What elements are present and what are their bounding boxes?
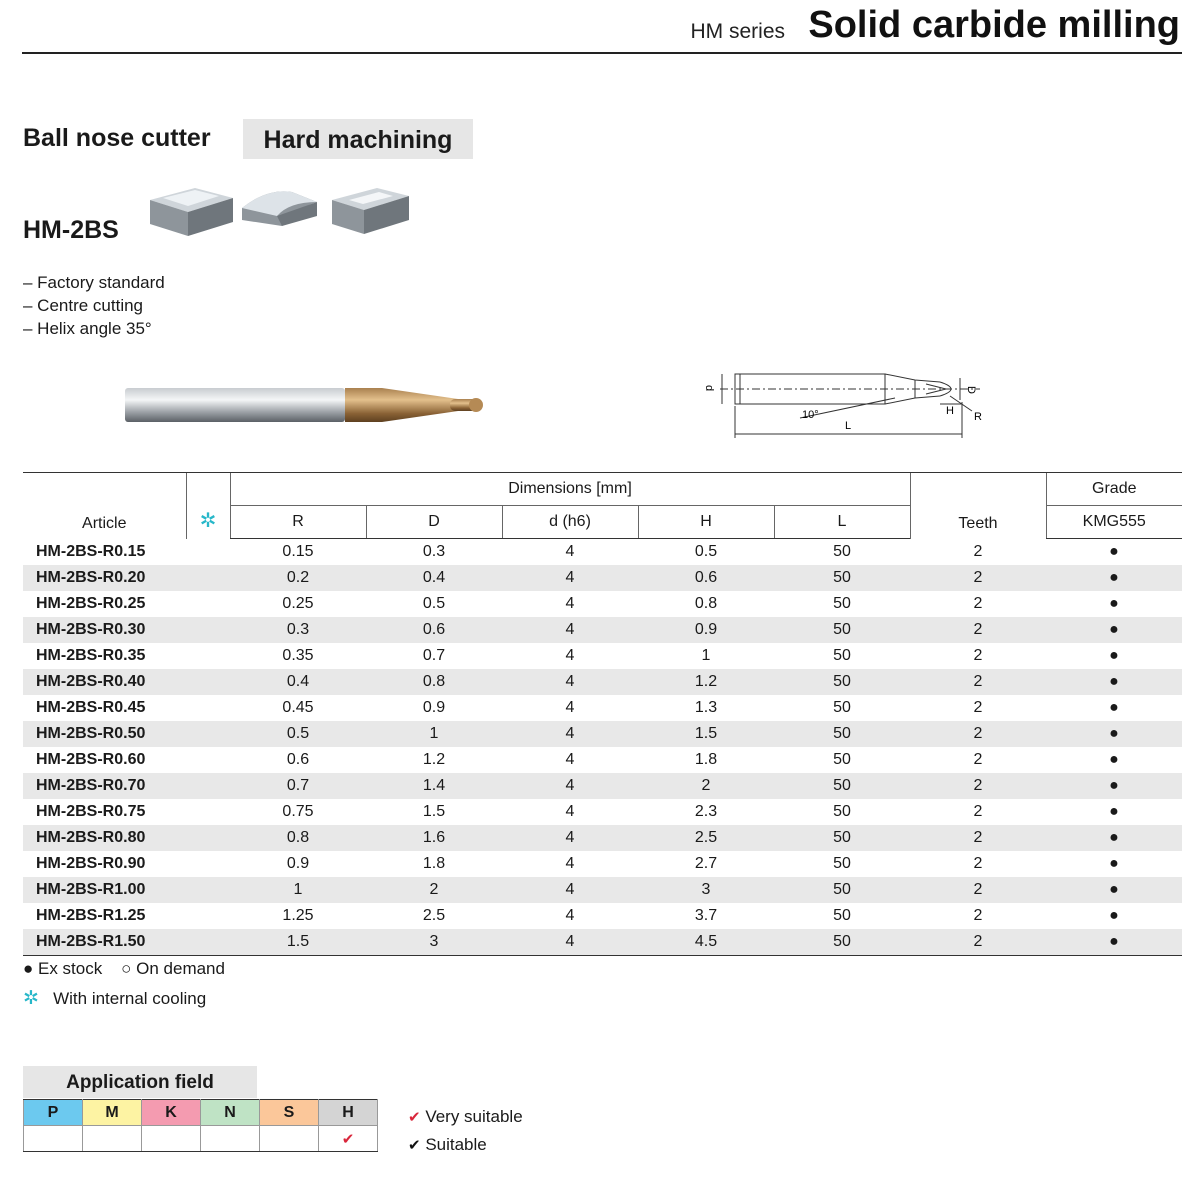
cell-grade: ● <box>1046 669 1182 695</box>
tool-dimension-drawing <box>700 356 1000 441</box>
material-suitability-s <box>260 1126 319 1152</box>
cell-r: 0.75 <box>282 803 314 820</box>
table-row <box>23 929 1182 956</box>
cell-article: HM-2BS-R0.30 <box>23 617 186 643</box>
legend-on-demand: ○ On demand <box>121 959 225 978</box>
cell-r: 1 <box>230 877 366 903</box>
cell-l: 50 <box>774 721 910 747</box>
cell-grade: ● <box>1046 929 1182 956</box>
stock-legend <box>23 959 225 979</box>
cell-d: 1 <box>366 721 502 747</box>
table-row <box>23 591 1182 617</box>
cell-teeth: 2 <box>973 699 983 716</box>
cell-d: 4 <box>502 617 638 643</box>
cell-article: HM-2BS-R0.25 <box>36 595 146 612</box>
cell-d: 1.5 <box>422 803 446 820</box>
table-row <box>23 903 1182 929</box>
cell-article: HM-2BS-R0.15 <box>36 542 146 560</box>
tool-photo <box>120 380 490 430</box>
cell-r: 0.2 <box>230 565 366 591</box>
cell-d: 1.2 <box>422 751 446 768</box>
specification-table <box>23 472 1182 956</box>
table-row <box>23 747 1182 773</box>
material-suitability-p <box>24 1126 83 1152</box>
cell-h: 3.7 <box>694 907 718 924</box>
table-row <box>23 799 1182 825</box>
cell-h: 0.5 <box>694 543 718 560</box>
very-suitable-check-icon: ✔ <box>408 1109 421 1126</box>
cell-teeth: 2 <box>973 803 983 820</box>
cell-r: 0.4 <box>230 669 366 695</box>
cell-d: 0.8 <box>366 669 502 695</box>
material-suitability-h: ✔ <box>319 1126 378 1152</box>
suitable-label: Suitable <box>425 1135 487 1154</box>
machining-badge: Hard machining <box>243 119 473 159</box>
cell-d: 0.7 <box>422 647 446 664</box>
cell-cooling <box>186 565 230 591</box>
cooling-icon: ✲ <box>186 473 230 539</box>
cell-cooling <box>186 539 230 566</box>
col-header-r: R <box>230 506 366 539</box>
cell-article: HM-2BS-R0.75 <box>36 803 146 820</box>
cell-r: 0.6 <box>286 751 310 768</box>
cell-grade: ● <box>1046 617 1182 643</box>
material-suitability-k <box>142 1126 201 1152</box>
cell-h: 0.9 <box>638 617 774 643</box>
application-field-table <box>23 1099 378 1152</box>
drawing-label-H: H <box>946 405 954 417</box>
table-row <box>23 851 1182 877</box>
cell-r: 0.15 <box>282 543 314 560</box>
cell-grade: ● <box>1046 721 1182 747</box>
feature-item: – Centre cutting <box>23 296 144 315</box>
workpiece-shapes-icon <box>145 180 415 240</box>
cell-article: HM-2BS-R0.20 <box>23 565 186 591</box>
material-s: S <box>260 1100 319 1126</box>
cell-grade: ● <box>1046 773 1182 799</box>
table-row <box>23 695 1182 721</box>
pocket-shape-icon <box>332 188 409 234</box>
drawing-label-d: d <box>703 385 715 392</box>
cell-grade: ● <box>1109 647 1119 664</box>
cell-d: 2.5 <box>422 907 446 924</box>
legend-ex-stock: ● Ex stock <box>23 959 103 978</box>
cell-h: 0.6 <box>638 565 774 591</box>
cell-l: 50 <box>774 565 910 591</box>
cell-grade: ● <box>1046 825 1182 851</box>
cell-r: 0.7 <box>230 773 366 799</box>
table-row <box>23 617 1182 643</box>
cell-cooling <box>186 695 230 721</box>
material-m: M <box>83 1100 142 1126</box>
cell-cooling <box>186 877 230 903</box>
cell-h: 1.3 <box>694 699 718 716</box>
cell-teeth: 2 <box>973 855 983 872</box>
cell-teeth: 2 <box>910 877 1046 903</box>
cell-grade: ● <box>1109 543 1119 560</box>
page-title: Solid carbide milling <box>808 4 1180 46</box>
cell-l: 50 <box>833 855 851 872</box>
cell-d: 1.8 <box>422 855 446 872</box>
cell-d: 0.6 <box>366 617 502 643</box>
cell-d: 4 <box>502 877 638 903</box>
cell-d: 2 <box>366 877 502 903</box>
col-header-article: Article <box>23 473 186 539</box>
material-n: N <box>201 1100 260 1126</box>
cell-teeth: 2 <box>910 565 1046 591</box>
col-header-h: H <box>638 506 774 539</box>
cell-d: 4 <box>565 855 575 872</box>
product-code: HM-2BS <box>23 216 119 244</box>
cell-grade: ● <box>1109 751 1119 768</box>
cell-l: 50 <box>833 907 851 924</box>
cell-d: 4 <box>502 721 638 747</box>
cell-teeth: 2 <box>910 825 1046 851</box>
cell-cooling <box>186 643 230 669</box>
cell-l: 50 <box>833 803 851 820</box>
drawing-label-L: L <box>845 420 852 432</box>
table-row <box>23 565 1182 591</box>
cell-article: HM-2BS-R0.45 <box>36 699 146 716</box>
cooling-legend-text: With internal cooling <box>53 989 207 1008</box>
material-suitability-m <box>83 1126 142 1152</box>
cell-h: 1.5 <box>638 721 774 747</box>
cell-cooling <box>186 669 230 695</box>
cell-d: 4 <box>502 565 638 591</box>
very-suitable-label: Very suitable <box>425 1107 523 1126</box>
cell-article: HM-2BS-R0.35 <box>36 647 146 664</box>
cell-grade: ● <box>1109 595 1119 612</box>
cell-h: 3 <box>638 877 774 903</box>
cell-teeth: 2 <box>910 721 1046 747</box>
cell-l: 50 <box>774 617 910 643</box>
drawing-label-D: D <box>965 386 977 394</box>
cell-teeth: 2 <box>910 773 1046 799</box>
table-row <box>23 669 1182 695</box>
cell-d: 0.5 <box>422 595 446 612</box>
cell-teeth: 2 <box>910 617 1046 643</box>
cell-grade: ● <box>1109 907 1119 924</box>
cell-cooling <box>186 903 230 929</box>
col-header-grade: KMG555 <box>1046 506 1182 539</box>
cell-d: 4 <box>565 751 575 768</box>
cell-cooling <box>186 721 230 747</box>
cell-grade: ● <box>1109 803 1119 820</box>
cell-teeth: 2 <box>973 542 983 560</box>
cell-l: 50 <box>774 669 910 695</box>
col-header-teeth: Teeth <box>910 473 1046 539</box>
cell-l: 50 <box>774 773 910 799</box>
cell-d: 4 <box>565 647 575 664</box>
material-suitability-n <box>201 1126 260 1152</box>
cell-r: 0.5 <box>230 721 366 747</box>
cell-article: HM-2BS-R1.25 <box>36 907 146 924</box>
slot-shape-icon <box>150 188 233 236</box>
series-label: HM series <box>690 20 785 43</box>
cell-r: 0.9 <box>286 855 310 872</box>
cell-article: HM-2BS-R0.40 <box>23 669 186 695</box>
cell-d: 0.3 <box>422 543 446 560</box>
drawing-label-R: R <box>974 411 982 423</box>
cell-h: 2.5 <box>638 825 774 851</box>
material-h: H <box>319 1100 378 1126</box>
header-divider <box>22 52 1182 54</box>
application-field-title: Application field <box>23 1066 257 1098</box>
cell-d: 0.9 <box>422 699 446 716</box>
dimensions-group-header: Dimensions [mm] <box>230 473 910 506</box>
cell-cooling <box>186 591 230 617</box>
cell-d: 4 <box>502 773 638 799</box>
cell-l: 50 <box>833 595 851 612</box>
col-header-d-outer: D <box>366 506 502 539</box>
cell-d: 4 <box>565 595 575 612</box>
cell-h: 2 <box>638 773 774 799</box>
cell-article: HM-2BS-R0.60 <box>36 751 146 768</box>
cell-l: 50 <box>774 877 910 903</box>
cell-d: 1.4 <box>366 773 502 799</box>
cell-teeth: 2 <box>973 751 983 768</box>
cell-d: 4 <box>565 803 575 820</box>
cell-h: 1 <box>701 647 711 664</box>
profile-shape-icon <box>242 191 317 226</box>
table-row <box>23 643 1182 669</box>
cell-h: 1.2 <box>638 669 774 695</box>
cell-l: 50 <box>774 825 910 851</box>
cell-h: 1.8 <box>694 751 718 768</box>
cell-r: 0.45 <box>282 699 314 716</box>
cooling-legend-icon: ✲ <box>23 988 39 1009</box>
cell-cooling <box>186 929 230 956</box>
cell-d: 4 <box>502 669 638 695</box>
cell-cooling <box>186 799 230 825</box>
cell-article: HM-2BS-R0.90 <box>36 855 146 872</box>
cell-article: HM-2BS-R0.80 <box>23 825 186 851</box>
cell-grade: ● <box>1046 565 1182 591</box>
cell-article: HM-2BS-R1.00 <box>23 877 186 903</box>
cell-d: 4 <box>502 825 638 851</box>
cell-cooling <box>186 851 230 877</box>
cell-r: 0.35 <box>282 647 314 664</box>
cell-d: 0.4 <box>366 565 502 591</box>
cell-grade: ● <box>1109 699 1119 716</box>
feature-item: – Factory standard <box>23 273 165 292</box>
table-row <box>23 773 1182 799</box>
grade-group-header: Grade <box>1046 473 1182 506</box>
cell-r: 0.25 <box>282 595 314 612</box>
cell-r: 1.25 <box>282 907 314 924</box>
material-k: K <box>142 1100 201 1126</box>
cell-h: 4.5 <box>638 929 774 956</box>
cell-l: 50 <box>833 543 851 560</box>
drawing-label-angle: 10° <box>802 409 819 421</box>
cell-l: 50 <box>774 929 910 956</box>
cell-r: 0.8 <box>230 825 366 851</box>
table-row <box>23 721 1182 747</box>
cell-d: 1.6 <box>366 825 502 851</box>
cell-h: 2.7 <box>694 855 718 872</box>
cooling-legend <box>23 987 206 1010</box>
suitability-legend <box>408 1103 523 1159</box>
cell-teeth: 2 <box>973 647 983 664</box>
cell-grade: ● <box>1109 855 1119 872</box>
cell-grade: ● <box>1046 877 1182 903</box>
feature-item: – Helix angle 35° <box>23 319 152 338</box>
material-p: P <box>24 1100 83 1126</box>
cell-teeth: 2 <box>973 595 983 612</box>
cell-teeth: 2 <box>910 669 1046 695</box>
cell-h: 0.8 <box>694 595 718 612</box>
cell-cooling <box>186 617 230 643</box>
cell-article: HM-2BS-R1.50 <box>23 929 186 956</box>
cell-cooling <box>186 747 230 773</box>
cell-cooling <box>186 825 230 851</box>
cell-l: 50 <box>833 751 851 768</box>
table-row <box>23 825 1182 851</box>
col-header-l: L <box>774 506 910 539</box>
cell-article: HM-2BS-R0.70 <box>23 773 186 799</box>
cell-d: 3 <box>366 929 502 956</box>
cell-teeth: 2 <box>973 907 983 924</box>
cell-d: 4 <box>565 699 575 716</box>
cell-l: 50 <box>833 647 851 664</box>
cell-d: 4 <box>502 929 638 956</box>
suitable-check-icon: ✔ <box>408 1137 421 1154</box>
table-row <box>23 539 1182 566</box>
table-row <box>23 877 1182 903</box>
cell-d: 4 <box>565 543 575 560</box>
cell-h: 2.3 <box>694 803 718 820</box>
col-header-d-shank: d (h6) <box>502 506 638 539</box>
product-subtitle: Ball nose cutter <box>23 124 211 152</box>
cell-l: 50 <box>833 699 851 716</box>
cell-r: 1.5 <box>230 929 366 956</box>
cell-cooling <box>186 773 230 799</box>
cell-r: 0.3 <box>230 617 366 643</box>
feature-list <box>23 271 165 340</box>
cell-d: 4 <box>565 907 575 924</box>
cell-article: HM-2BS-R0.50 <box>23 721 186 747</box>
cell-teeth: 2 <box>910 929 1046 956</box>
